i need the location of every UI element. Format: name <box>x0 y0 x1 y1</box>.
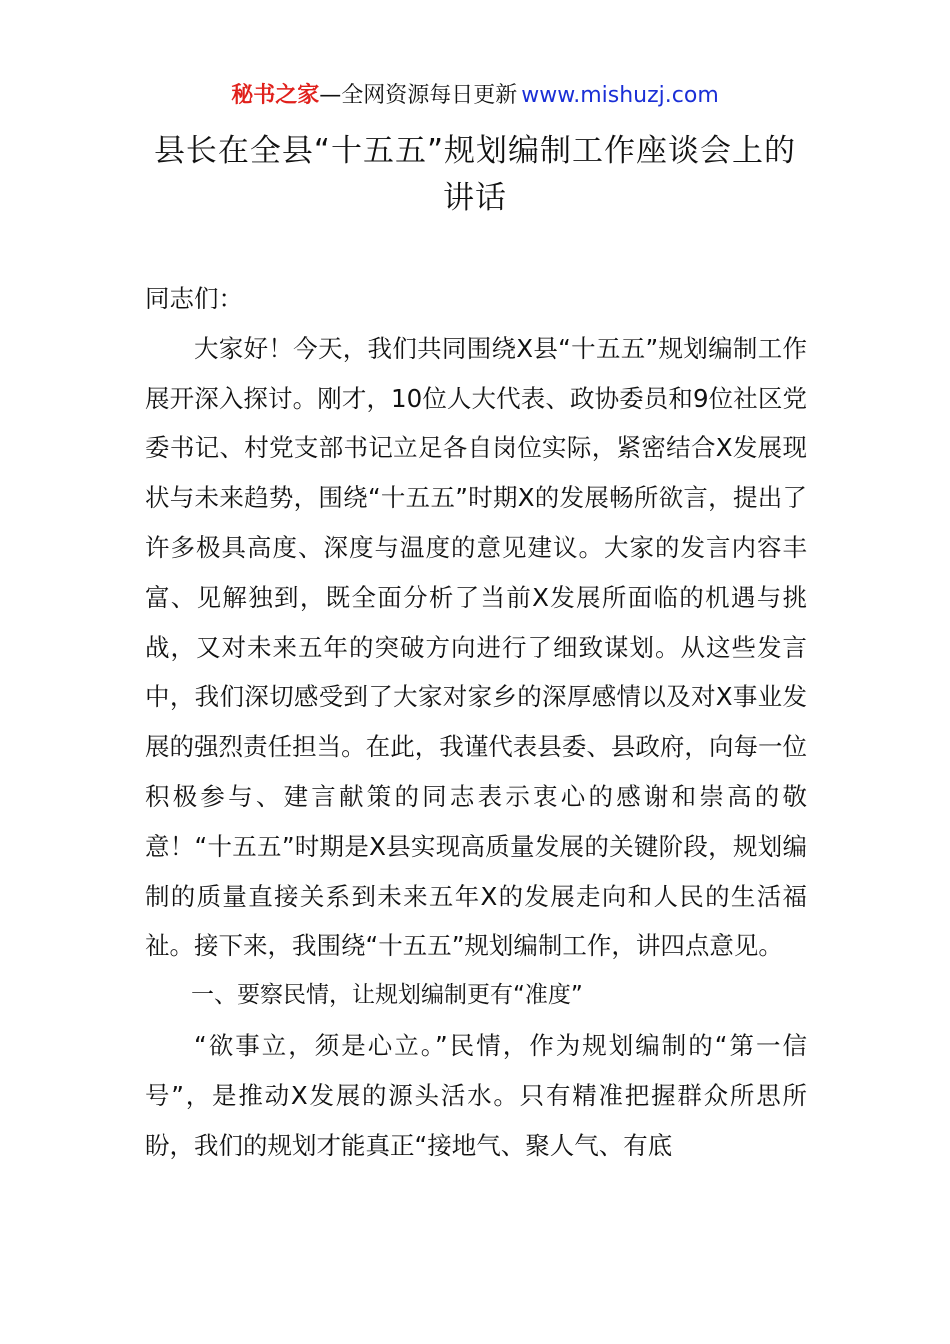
body-paragraph: 大家好！今天，我们共同围绕X县“十五五”规划编制工作展开深入探讨。刚才，10位人大代表、政协委员和9位社区党委书记、村党支部书记立足各自岗位实际，紧密结合X发展现状与未来趋势，围绕“十五五”时期X的发展畅所欲言，提出了许多极具高度、深度与温度的意见建议。大家的发言内容丰富、见解独到，既全面分析了当前X发展所面临的机遇与挑战，又对未来五年的突破方向进行了细致谋划。从这些发言中，我们深切感受到了大家对家乡的深厚感情以及对X事业发展的强烈责任担当。在此，我谨代表县委、县政府，向每一位积极参与、建言献策的同志表示衷心的感谢和崇高的敬意！“十五五”时期是X县实现高质量发展的关键阶段，规划编制的质量直接关系到未来五年X的发展走向和人民的生活福祉。接下来，我围绕“十五五”规划编制工作，讲四点意见。 <box>145 333 807 961</box>
section-heading: 一、要察民情，让规划编制更有“准度” <box>191 982 583 1009</box>
site-header <box>0 80 950 112</box>
site-name: 秘书之家 <box>231 83 320 108</box>
document-title: 县长在全县“十五五”规划编制工作座谈会上的讲话 <box>153 133 797 216</box>
site-url-link[interactable]: www.mishuzj.com <box>521 83 719 108</box>
salutation: 同志们： <box>145 284 243 313</box>
document-body <box>145 274 807 1170</box>
section-paragraph: “欲事立，须是心立。”民情，作为规划编制的“第一信号”，是推动X发展的源头活水。只有精准把握群众所思所盼，我们的规划才能真正“接地气、聚人气、有底 <box>145 1030 807 1160</box>
site-slogan: —全网资源每日更新 <box>319 83 518 108</box>
